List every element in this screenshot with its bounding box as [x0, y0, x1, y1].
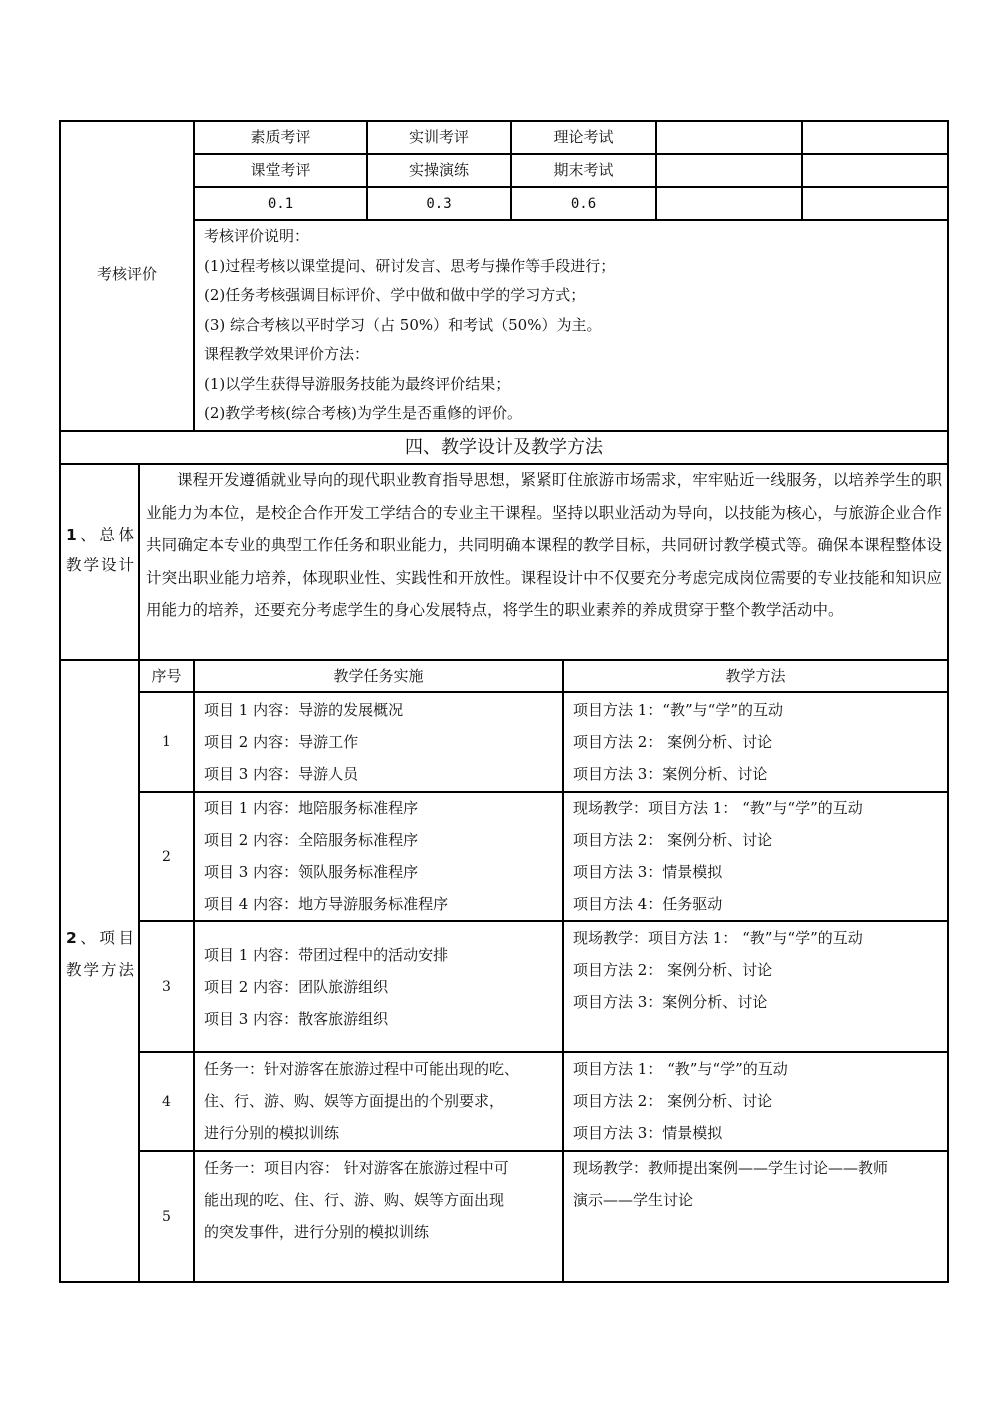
table-border — [801, 120, 803, 221]
task-line: 能出现的吃、住、行、游、购、娱等方面出现 — [204, 1191, 505, 1209]
row-tasks — [204, 1152, 559, 1248]
task-line: 任务一：针对游客在旅游过程中可能出现的吃、 — [204, 1060, 520, 1078]
section-title: 四、教学设计及教学方法 — [405, 437, 603, 458]
row-seq: 5 — [162, 1209, 171, 1225]
row-tasks — [204, 1053, 559, 1149]
row-tasks — [204, 694, 559, 790]
header-methods: 教学方法 — [725, 667, 786, 685]
task-line: 项目 3 内容：导游人员 — [204, 765, 359, 783]
task-line: 项目 3 内容：散客旅游组织 — [204, 1010, 389, 1028]
note-line: (1)过程考核以课堂提问、研讨发言、思考与操作等手段进行； — [204, 256, 616, 275]
grid-cell: 实操演练 — [408, 161, 469, 179]
task-line: 的突发事件，进行分别的模拟训练 — [204, 1223, 430, 1241]
method-line: 项目方法 3：情景模拟 — [573, 1124, 723, 1142]
task-line: 项目 4 内容：地方导游服务标准程序 — [204, 895, 449, 913]
note-line: (3) 综合考核以平时学习（占 50%）和考试（50%）为主。 — [204, 315, 602, 334]
method-line: 演示——学生讨论 — [573, 1191, 694, 1209]
task-line: 项目 3 内容：领队服务标准程序 — [204, 863, 419, 881]
grid-cell: 理论考试 — [553, 128, 614, 146]
overall-text: 课程开发遵循就业导向的现代职业教育指导思想，紧紧盯住旅游市场需求，牢牢贴近一线服务，以培养学生的职业能力为本位，是校企合作开发工学结合的专业主干课程。坚持以职业活动为导向，以技能为核心，与旅游企业合作共同确定本专业的典型工作任务和职业能力，共同明确本课程的教学目标，共同研讨教学模式等。确保本课程整体设计突出职业能力培养，体现职业性、实践性和开放性。课程设计中不仅要充分考虑完成岗位需要的专业技能和知识应用能力的培养，还要充分考虑学生的身心发展特点，将学生的职业素养的养成贯穿于整个教学活动中。 — [146, 471, 942, 619]
method-line: 项目方法 3：情景模拟 — [573, 863, 723, 881]
method-line: 项目方法 2： 案例分析、讨论 — [573, 961, 773, 979]
row-methods — [573, 1053, 945, 1149]
projects-label — [66, 922, 136, 986]
method-line: 项目方法 3：案例分析、讨论 — [573, 765, 768, 783]
grid-cell: 实训考评 — [408, 128, 469, 146]
projects-label-num: 2 — [66, 929, 79, 947]
row-seq: 3 — [162, 979, 171, 995]
task-line: 项目 2 内容：全陪服务标准程序 — [204, 831, 419, 849]
method-line: 项目方法 1： “教”与“学”的互动 — [573, 1060, 788, 1078]
method-line: 现场教学：项目方法 1： “教”与“学”的互动 — [573, 929, 863, 947]
table-border — [655, 120, 657, 221]
task-line: 项目 2 内容：导游工作 — [204, 733, 359, 751]
task-line: 进行分别的模拟训练 — [204, 1124, 340, 1142]
weight-cell: 0.1 — [267, 196, 294, 212]
table-border — [562, 659, 564, 1283]
task-line: 项目 1 内容：地陪服务标准程序 — [204, 799, 419, 817]
weight-cell: 0.3 — [426, 196, 452, 212]
row-seq: 2 — [162, 849, 171, 865]
row-methods — [573, 922, 945, 1018]
assessment-label: 考核评价 — [96, 265, 157, 283]
assessment-notes — [204, 222, 944, 429]
row-seq: 1 — [162, 734, 171, 750]
row-methods — [573, 694, 945, 790]
overall-label-num: 1 — [66, 526, 79, 544]
projects-label-text: 、项目教学方法 — [66, 929, 137, 979]
table-border — [947, 120, 949, 1283]
row-methods — [573, 1152, 945, 1216]
table-border — [193, 659, 195, 1283]
header-seq: 序号 — [151, 667, 182, 685]
grid-cell: 素质考评 — [250, 128, 311, 146]
table-border — [138, 463, 140, 1283]
grid-cell: 期末考试 — [553, 161, 614, 179]
method-line: 项目方法 2： 案例分析、讨论 — [573, 1092, 773, 1110]
note-line: (1)以学生获得导游服务技能为最终评价结果； — [204, 374, 511, 393]
method-line: 项目方法 3：案例分析、讨论 — [573, 993, 768, 1011]
weight-cell: 0.6 — [570, 196, 597, 212]
note-line: (2)教学考核(综合考核)为学生是否重修的评价。 — [204, 404, 522, 422]
method-line: 现场教学：教师提出案例——学生讨论——教师 — [573, 1159, 889, 1177]
row-methods — [573, 792, 945, 920]
row-tasks — [204, 939, 559, 1035]
row-tasks — [204, 792, 559, 920]
method-line: 项目方法 2： 案例分析、讨论 — [573, 831, 773, 849]
header-tasks: 教学任务实施 — [333, 667, 424, 685]
grid-cell: 课堂考评 — [250, 161, 311, 179]
task-line: 住、行、游、购、娱等方面提出的个别要求， — [204, 1092, 505, 1110]
table-border — [59, 120, 61, 1283]
note-line: (2)任务考核强调目标评价、学中做和做中学的学习方式； — [204, 286, 586, 304]
overall-label-text: 、总体教学设计 — [66, 526, 137, 574]
method-line: 项目方法 4：任务驱动 — [573, 895, 723, 913]
task-line: 项目 1 内容：带团过程中的活动安排 — [204, 946, 449, 964]
method-line: 现场教学：项目方法 1： “教”与“学”的互动 — [573, 799, 863, 817]
method-line: 项目方法 1：“教”与“学”的互动 — [573, 701, 783, 719]
note-line: 课程教学效果评价方法： — [204, 345, 370, 363]
task-line: 项目 2 内容：团队旅游组织 — [204, 978, 389, 996]
note-line: 考核评价说明： — [204, 227, 310, 245]
task-line: 任务一：项目内容： 针对游客在旅游过程中可 — [204, 1159, 509, 1177]
task-line: 项目 1 内容：导游的发展概况 — [204, 701, 404, 719]
overall-label — [66, 520, 136, 580]
method-line: 项目方法 2： 案例分析、讨论 — [573, 733, 773, 751]
row-seq: 4 — [162, 1094, 171, 1110]
